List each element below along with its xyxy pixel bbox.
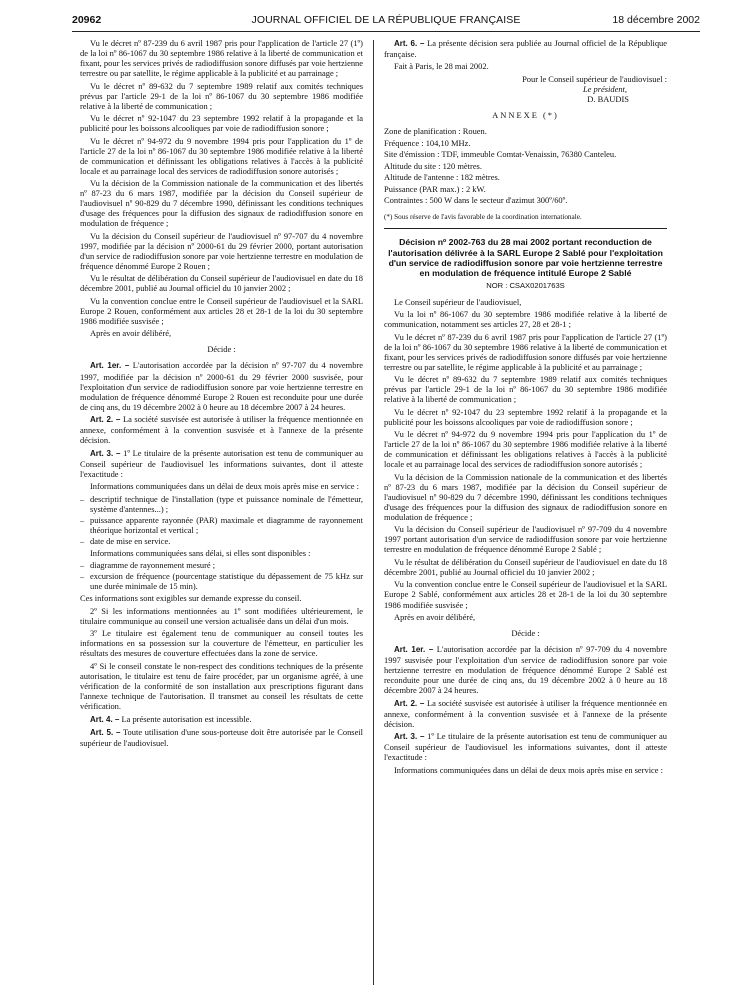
signature-for: Pour le Conseil supérieur de l'audiovisuel : bbox=[522, 73, 667, 84]
annexe-line: Fréquence : 104,10 MHz. bbox=[384, 137, 471, 148]
info-nodelay-intro: Informations communiquées sans délai, si elles sont disponibles : bbox=[90, 547, 311, 558]
body-paragraph: 4º Si le conseil constate le non-respect des conditions techniques de la présente autorisation, le titulaire est tenu de faire procéder, par un organisme agréé, à une vérification de la conformité de son installation aux prescriptions figurant dans l'annexe technique de l'autorisation. Il transmet au conseil les résultats de cette vérification. bbox=[80, 660, 363, 712]
annexe-title: ANNEXE (*) bbox=[492, 110, 559, 121]
article-2 bbox=[384, 698, 667, 729]
info-delay-intro: Informations communiquées dans un délai de deux mois après mise en service : bbox=[394, 764, 663, 775]
list-item: – diagramme de rayonnement mesuré ; bbox=[80, 560, 363, 570]
article-label: Art. 1er. – bbox=[394, 645, 434, 655]
list-item: – excursion de fréquence (pourcentage statistique du dépassement de 75 kHz sur une durée minimale de 15 min). bbox=[80, 571, 363, 591]
visa-paragraph: Vu le décret nº 87-239 du 6 avril 1987 pris pour l'application de l'article 27 (1º) de la loi nº 86-1067 du 30 septembre 1986 relative à la liberté de communication et fixant, pour les services privés de radiodiffusion sonore diffusés par voie hertzienne terrestre ou par satellite, le régime applicable à la publicité et au parrainage ; bbox=[80, 38, 363, 79]
decision-title: Décision nº 2002-763 du 28 mai 2002 portant reconduction de l'autorisation délivrée à la SARL Europe 2 Sablé pour l'exploitation d'un service de radiodiffusion sonore par voie hertzienne terrestre en modulation de fréquence intitulé Europe 2 Sablé bbox=[388, 237, 663, 279]
signature-name: D. BAUDIS bbox=[587, 94, 629, 105]
footnote: (*) Sous réserve de l'avis favorable de la coordination internationale. bbox=[384, 213, 582, 222]
annexe-line: Puissance (PAR max.) : 2 kW. bbox=[384, 183, 486, 194]
article-text: La société susvisée est autorisée à utiliser la fréquence mentionnée en annexe, conformément à la convention susvisée et à l'annexe de la présente décision. bbox=[80, 414, 364, 446]
visa-paragraph: Vu la décision du Conseil supérieur de l'audiovisuel nº 97-707 du 4 novembre 1997, modifiée par la décision nº 2000-61 du 29 février 2000, portant autorisation d'un service de radiodiffusion sonore par voie hertzienne terrestre en modulation de fréquence dénommé Europe 2 Rouen ; bbox=[80, 230, 363, 271]
decide-heading: Décide : bbox=[207, 344, 236, 355]
page-header bbox=[72, 12, 700, 30]
visa-paragraph: Vu le résultat de délibération du Conseil supérieur de l'audiovisuel en date du 18 décembre 2001, publié au Journal officiel du 10 janvier 2002 ; bbox=[80, 273, 363, 294]
visa-paragraph: Après en avoir délibéré, bbox=[394, 611, 476, 622]
visa-paragraph: Vu la loi nº 86-1067 du 30 septembre 1986 modifiée relative à la liberté de communication, notamment ses articles 27, 28 et 28-1 ; bbox=[384, 309, 667, 330]
header-rule bbox=[72, 31, 700, 32]
body-paragraph: 2º Si les informations mentionnées au 1º sont modifiées ultérieurement, le titulaire communique au conseil une version actualisée dans un délai d'un mois. bbox=[80, 605, 363, 626]
article-text: La présente décision sera publiée au Journal officiel de la République française. bbox=[384, 38, 668, 60]
article-3 bbox=[80, 448, 363, 479]
article-4 bbox=[80, 714, 363, 725]
article-text: Toute utilisation d'une sous-porteuse doit être autorisée par le Conseil supérieur de l'audiovisuel. bbox=[80, 726, 364, 748]
nor-reference: NOR : CSAX0201763S bbox=[486, 280, 565, 290]
annexe-line: Contraintes : 500 W dans le secteur d'azimut 300º/60º. bbox=[384, 195, 568, 206]
article-1 bbox=[384, 644, 667, 695]
article-label: Art. 5. – bbox=[90, 727, 121, 737]
article-text: L'autorisation accordée par la décision nº 97-707 du 4 novembre 1997, modifiée par la décision nº 2000-61 du 29 février 2000 susvisée, pour l'exploitation d'un service de radiodiffusion sonore par voie hertzienne terrestre en modulation de fréquence dénommé Europe 2 Rouen est reconduite pour une durée de cinq ans, du 19 décembre 2002 à 0 heure au 18 décembre 2007 à 24 heures. bbox=[80, 360, 363, 412]
visa-paragraph: Vu le résultat de délibération du Conseil supérieur de l'audiovisuel en date du 18 décembre 2001, publié au Journal officiel du 10 janvier 2002 ; bbox=[384, 556, 667, 577]
visa-paragraph: Vu le décret nº 89-632 du 7 septembre 1989 relatif aux comités techniques prévus par l'article 29-1 de la loi nº 86-1067 du 30 septembre 1986 modifiée relative à la liberté de communication ; bbox=[384, 374, 667, 405]
list-item: – date de mise en service. bbox=[80, 536, 363, 546]
list-item: – puissance apparente rayonnée (PAR) maximale et diagramme de rayonnement théorique horizontal et vertical ; bbox=[80, 515, 363, 535]
article-text: L'autorisation accordée par la décision nº 97-709 du 4 novembre 1997 susvisée pour l'exploitation d'un service de radiodiffusion sonore par voie hertzienne terrestre en modulation de fréquence dénommé Europe 2 Sablé est reconduite pour une durée de cinq ans, du 19 décembre 2002 à 0 heure au 18 décembre 2007 à 24 heures. bbox=[384, 644, 667, 696]
visa-paragraph: Vu la décision de la Commission nationale de la communication et des libertés nº 87-23 du 6 mars 1987, modifiée par la décision du Conseil supérieur de l'audiovisuel nº 90-829 du 7 décembre 1990, définissant les conditions techniques d'usage des fréquences pour la diffusion des signaux de radiodiffusion sonore en modulation de fréquence ; bbox=[384, 471, 667, 522]
visa-paragraph: Après en avoir délibéré, bbox=[90, 328, 172, 339]
article-6 bbox=[384, 38, 667, 59]
article-label: Art. 1er. – bbox=[90, 361, 130, 371]
list-item: – descriptif technique de l'installation (type et puissance nominale de l'émetteur, système d'antennes...) ; bbox=[80, 494, 363, 514]
article-3 bbox=[384, 731, 667, 762]
article-5 bbox=[80, 727, 363, 748]
article-text: 1º Le titulaire de la présente autorisation est tenu de communiquer au Conseil supérieur de l'audiovisuel les informations suivantes, dont il atteste l'exactitude : bbox=[80, 447, 364, 479]
visa-paragraph: Vu la décision du Conseil supérieur de l'audiovisuel nº 97-709 du 4 novembre 1997 portant autorisation d'un service de radiodiffusion sonore par voie hertzienne terrestre en modulation de fréquence dénommé Europe 2 Sablé ; bbox=[384, 524, 667, 555]
article-label: Art. 3. – bbox=[90, 448, 121, 458]
visa-paragraph: Vu la décision de la Commission nationale de la communication et des libertés nº 87-23 du 6 mars 1987, modifiée par la décision du Conseil supérieur de l'audiovisuel nº 90-829 du 7 décembre 1990, définissant les conditions techniques d'usage des fréquences pour la diffusion des signaux de radiodiffusion sonore en modulation de fréquence ; bbox=[80, 178, 363, 229]
info-nodelay-list bbox=[80, 560, 363, 591]
visa-paragraph: Vu le décret nº 89-632 du 7 septembre 1989 relatif aux comités techniques prévus par l'article 29-1 de la loi nº 86-1067 du 30 septembre 1986 modifiée relative à la liberté de communication ; bbox=[80, 80, 363, 111]
article-label: Art. 2. – bbox=[90, 415, 121, 425]
article-1 bbox=[80, 360, 363, 411]
visa-paragraph: Vu le décret nº 94-972 du 9 novembre 1994 pris pour l'application du 1º de l'article 27 de la loi nº 86-1067 du 30 septembre 1986 modifiée relative à la liberté de communication et définissant les obligations relatives à l'accès à la publicité locale et au parrainage local des services de radiodiffusion sonore autorisés ; bbox=[80, 135, 363, 176]
article-label: Art. 3. – bbox=[394, 732, 425, 742]
article-text: La présente autorisation est incessible. bbox=[121, 713, 252, 724]
issue-date: 18 décembre 2002 bbox=[612, 14, 700, 26]
visa-paragraph: Vu le décret nº 92-1047 du 23 septembre 1992 relatif à la propagande et la publicité pour les boissons alcooliques par voie de radiodiffusion sonore ; bbox=[80, 113, 363, 134]
body-paragraph: Ces informations sont exigibles sur demande expresse du conseil. bbox=[80, 593, 302, 604]
signature-place-date: Fait à Paris, le 28 mai 2002. bbox=[394, 61, 489, 72]
visa-paragraph: Vu la convention conclue entre le Conseil supérieur de l'audiovisuel et la SARL Europe 2 Sablé, conformément aux articles 28 et 28-1 de la loi du 30 septembre 1986 modifiée susvisée ; bbox=[384, 579, 667, 610]
visa-paragraph: Le Conseil supérieur de l'audiovisuel, bbox=[394, 296, 522, 307]
article-label: Art. 2. – bbox=[394, 698, 425, 708]
article-label: Art. 4. – bbox=[90, 714, 120, 724]
column-divider bbox=[373, 40, 374, 985]
annexe-line: Zone de planification : Rouen. bbox=[384, 126, 487, 137]
section-separator bbox=[384, 228, 667, 229]
article-label: Art. 6. – bbox=[394, 39, 425, 48]
visa-paragraph: Vu la convention conclue entre le Conseil supérieur de l'audiovisuel et la SARL Europe 2 Rouen, conformément aux articles 28 et 28-1 de la loi du 30 septembre 1986 modifiée susvisée ; bbox=[80, 295, 363, 326]
annexe-line: Site d'émission : TDF, immeuble Comtat-Venaissin, 76380 Canteleu. bbox=[384, 149, 617, 160]
annexe-line: Altitude du site : 120 mètres. bbox=[384, 160, 482, 171]
info-delay-intro: Informations communiquées dans un délai de deux mois après mise en service : bbox=[90, 481, 359, 492]
visa-paragraph: Vu le décret nº 92-1047 du 23 septembre 1992 relatif à la propagande et la publicité pour les boissons alcooliques par voie de radiodiffusion sonore ; bbox=[384, 406, 667, 427]
article-2 bbox=[80, 414, 363, 445]
signature-role: Le président, bbox=[582, 83, 627, 94]
article-text: 1º Le titulaire de la présente autorisation est tenu de communiquer au Conseil supérieur de l'audiovisuel les informations suivantes, dont il atteste l'exactitude : bbox=[384, 731, 668, 763]
info-delay-list bbox=[80, 494, 363, 546]
annexe-line: Altitude de l'antenne : 182 mètres. bbox=[384, 172, 500, 183]
annexe-details bbox=[384, 126, 667, 205]
left-column bbox=[80, 38, 363, 750]
right-column bbox=[384, 38, 667, 777]
visa-paragraph: Vu le décret nº 94-972 du 9 novembre 1994 pris pour l'application du 1º de l'article 27 de la loi nº 86-1067 du 30 septembre 1986 modifiée relative à la liberté de communication et définissant les obligations relatives à l'accès à la publicité locale et au parrainage local des services de radiodiffusion sonore autorisés ; bbox=[384, 429, 667, 470]
visa-paragraph: Vu le décret nº 87-239 du 6 avril 1987 pris pour l'application de l'article 27 (1º) de la loi nº 86-1067 du 30 septembre 1986 relative à la liberté de communication et fixant, pour les services privés de radiodiffusion sonore diffusés par voie hertzienne terrestre ou par satellite, le régime applicable à la publicité et au parrainage ; bbox=[384, 331, 667, 372]
article-text: La société susvisée est autorisée à utiliser la fréquence mentionnée en annexe, conformément à la convention susvisée et à l'annexe de la présente décision. bbox=[384, 697, 668, 729]
page-number: 20962 bbox=[72, 14, 102, 26]
decide-heading: Décide : bbox=[511, 627, 540, 638]
journal-title: JOURNAL OFFICIEL DE LA RÉPUBLIQUE FRANÇAISE bbox=[251, 14, 521, 26]
body-paragraph: 3º Le titulaire est également tenu de communiquer au conseil toutes les informations en sa possession sur la couverture de l'émetteur, en particulier les résultats des mesures de couverture effectuées dans la zone de service. bbox=[80, 628, 363, 659]
